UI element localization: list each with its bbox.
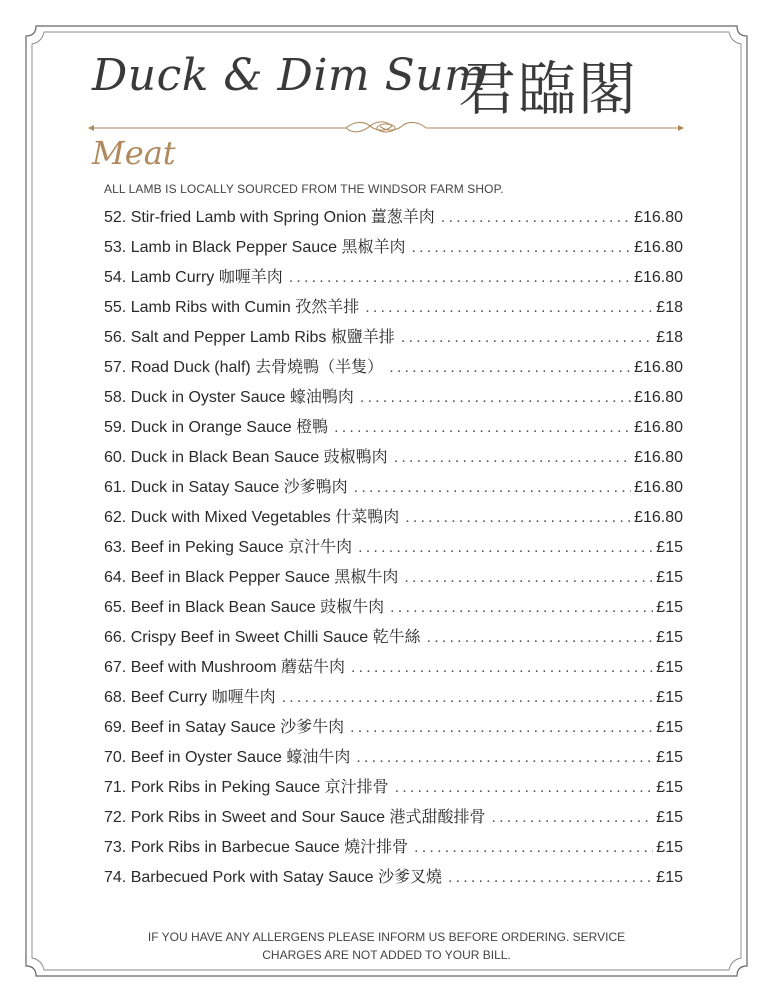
dot-leader	[354, 473, 631, 503]
menu-item-price: £15	[656, 539, 683, 556]
menu-item-name: 66. Crispy Beef in Sweet Chilli Sauce 乾牛絲	[104, 629, 421, 646]
section-title: Meat	[92, 134, 176, 172]
menu-item-price: £16.80	[634, 419, 683, 436]
menu-item	[104, 413, 683, 443]
dot-leader	[448, 863, 653, 893]
menu-item	[104, 743, 683, 773]
menu-item-name: 55. Lamb Ribs with Cumin 孜然羊排	[104, 299, 360, 316]
restaurant-name-chinese: 君臨閣	[458, 55, 639, 123]
menu-list	[104, 203, 683, 893]
menu-item-name: 58. Duck in Oyster Sauce 蠔油鴨肉	[104, 389, 354, 406]
dot-leader	[411, 233, 631, 263]
menu-item-price: £16.80	[634, 509, 683, 526]
menu-item-price: £16.80	[634, 269, 683, 286]
menu-item-name: 59. Duck in Orange Sauce 橙鴨	[104, 419, 329, 436]
menu-item-name: 74. Barbecued Pork with Satay Sauce 沙爹叉燒	[104, 869, 442, 886]
menu-item-name: 63. Beef in Peking Sauce 京汁牛肉	[104, 539, 353, 556]
menu-item-price: £18	[656, 299, 683, 316]
menu-item	[104, 473, 683, 503]
dot-leader	[282, 683, 654, 713]
menu-item	[104, 533, 683, 563]
menu-item-name: 60. Duck in Black Bean Sauce 豉椒鴨肉	[104, 449, 388, 466]
menu-item-price: £15	[656, 569, 683, 586]
footer-line: CHARGES ARE NOT ADDED TO YOUR BILL.	[262, 948, 511, 962]
section-note: ALL LAMB IS LOCALLY SOURCED FROM THE WINDSOR FARM SHOP.	[104, 182, 504, 196]
dot-leader	[404, 563, 653, 593]
menu-item	[104, 233, 683, 263]
menu-item	[104, 773, 683, 803]
menu-item-name: 61. Duck in Satay Sauce 沙爹鴨肉	[104, 479, 348, 496]
menu-item-name: 71. Pork Ribs in Peking Sauce 京汁排骨	[104, 779, 389, 796]
dot-leader	[389, 353, 631, 383]
dot-leader	[334, 413, 631, 443]
menu-item-price: £15	[656, 599, 683, 616]
menu-item	[104, 863, 683, 893]
menu-item	[104, 833, 683, 863]
dot-leader	[356, 743, 653, 773]
menu-item-name: 52. Stir-fried Lamb with Spring Onion 薑葱羊肉	[104, 209, 435, 226]
menu-item	[104, 623, 683, 653]
menu-item	[104, 653, 683, 683]
footer-notice	[110, 928, 663, 964]
menu-item-price: £16.80	[634, 359, 683, 376]
menu-item	[104, 293, 683, 323]
menu-item-name: 67. Beef with Mushroom 蘑菇牛肉	[104, 659, 345, 676]
menu-item-price: £15	[656, 779, 683, 796]
menu-item-price: £15	[656, 869, 683, 886]
dot-leader	[401, 323, 653, 353]
menu-item	[104, 683, 683, 713]
menu-item-name: 62. Duck with Mixed Vegetables 什菜鴨肉	[104, 509, 400, 526]
menu-item-name: 53. Lamb in Black Pepper Sauce 黑椒羊肉	[104, 239, 406, 256]
dot-leader	[492, 803, 654, 833]
menu-item-name: 65. Beef in Black Bean Sauce 豉椒牛肉	[104, 599, 385, 616]
ornamental-divider	[88, 118, 684, 138]
menu-item-name: 64. Beef in Black Pepper Sauce 黑椒牛肉	[104, 569, 399, 586]
menu-item-price: £16.80	[634, 239, 683, 256]
menu-item-name: 73. Pork Ribs in Barbecue Sauce 燒汁排骨	[104, 839, 409, 856]
menu-item-name: 72. Pork Ribs in Sweet and Sour Sauce 港式甜酸排骨	[104, 809, 486, 826]
menu-item-name: 56. Salt and Pepper Lamb Ribs 椒鹽羊排	[104, 329, 395, 346]
menu-item	[104, 323, 683, 353]
menu-item-price: £15	[656, 809, 683, 826]
dot-leader	[405, 503, 631, 533]
restaurant-name: Duck & Dim Sum	[92, 50, 487, 101]
menu-item-name: 70. Beef in Oyster Sauce 蠔油牛肉	[104, 749, 351, 766]
menu-item-name: 69. Beef in Satay Sauce 沙爹牛肉	[104, 719, 345, 736]
menu-item	[104, 353, 683, 383]
dot-leader	[351, 653, 653, 683]
menu-item	[104, 803, 683, 833]
menu-item-name: 57. Road Duck (half) 去骨燒鴨（半隻）	[104, 359, 384, 376]
menu-item-price: £15	[656, 629, 683, 646]
dot-leader	[289, 263, 631, 293]
dot-leader	[390, 593, 653, 623]
menu-item-price: £16.80	[634, 479, 683, 496]
menu-item	[104, 383, 683, 413]
menu-item-price: £16.80	[634, 389, 683, 406]
menu-item	[104, 503, 683, 533]
dot-leader	[395, 773, 654, 803]
menu-item	[104, 563, 683, 593]
menu-item-price: £15	[656, 839, 683, 856]
menu-item	[104, 203, 683, 233]
menu-item-price: £16.80	[634, 449, 683, 466]
dot-leader	[427, 623, 654, 653]
menu-item-price: £15	[656, 659, 683, 676]
menu-item-name: 54. Lamb Curry 咖喱羊肉	[104, 269, 283, 286]
menu-item	[104, 263, 683, 293]
menu-item-price: £15	[656, 749, 683, 766]
menu-item	[104, 713, 683, 743]
dot-leader	[394, 443, 631, 473]
menu-item-name: 68. Beef Curry 咖喱牛肉	[104, 689, 276, 706]
menu-item	[104, 443, 683, 473]
menu-item-price: £16.80	[634, 209, 683, 226]
menu-item	[104, 593, 683, 623]
footer-line: IF YOU HAVE ANY ALLERGENS PLEASE INFORM US BEFORE ORDERING. SERVICE	[147, 930, 626, 944]
menu-item-price: £18	[656, 329, 683, 346]
dot-leader	[365, 293, 653, 323]
dot-leader	[414, 833, 653, 863]
menu-item-price: £15	[656, 719, 683, 736]
dot-leader	[441, 203, 631, 233]
restaurant-header	[92, 38, 692, 123]
dot-leader	[360, 383, 631, 413]
dot-leader	[358, 533, 653, 563]
menu-item-price: £15	[656, 689, 683, 706]
dot-leader	[350, 713, 653, 743]
